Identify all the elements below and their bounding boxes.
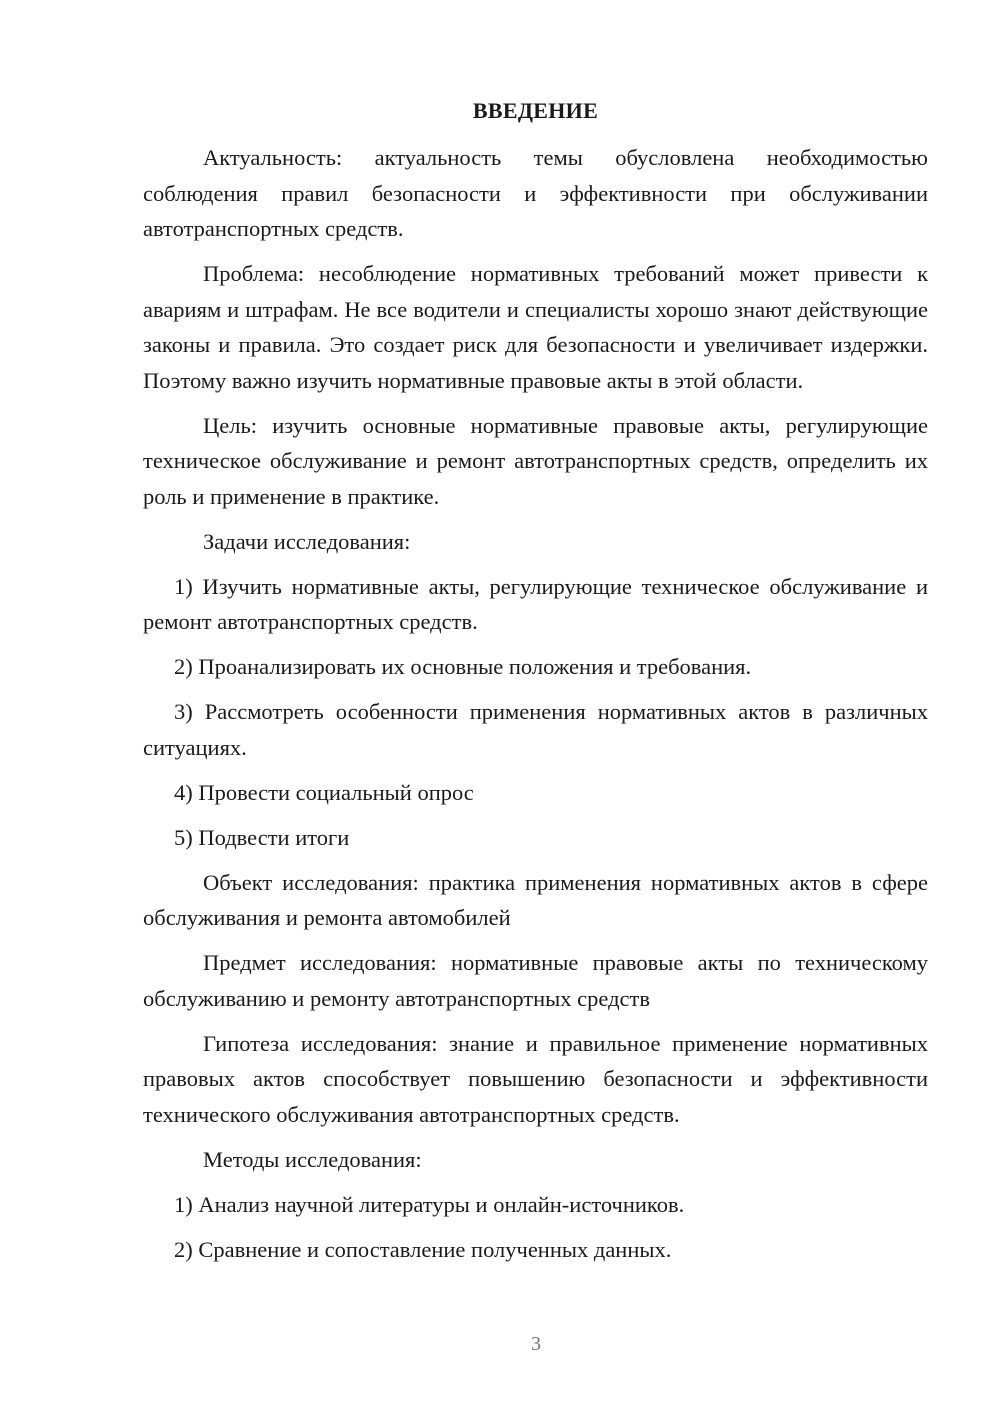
page-number: 3 xyxy=(531,1333,541,1355)
task-item: 5) Подвести итоги xyxy=(174,824,350,850)
methods-heading: Методы исследования: xyxy=(203,1146,422,1172)
object-paragraph: Объект исследования: практика применения нормативных актов в сфере обслуживания и ремонта автомобилей xyxy=(143,869,928,930)
task-item: 1) Изучить нормативные акты, регулирующие техническое обслуживание и ремонт автотранспортных средств. xyxy=(143,573,928,634)
method-item: 1) Анализ научной литературы и онлайн-источников. xyxy=(174,1191,685,1217)
task-item: 3) Рассмотреть особенности применения нормативных актов в различных ситуациях. xyxy=(143,699,928,760)
section-title: ВВЕДЕНИЕ xyxy=(472,98,599,123)
goal-paragraph: Цель: изучить основные нормативные правовые акты, регулирующие техническое обслуживание и ремонт автотранспортных средств, определить их роль и применение в практике. xyxy=(143,412,928,509)
document-page xyxy=(143,96,928,1277)
method-item: 2) Сравнение и сопоставление полученных данных. xyxy=(174,1236,672,1262)
problem-paragraph: Проблема: несоблюдение нормативных требований может привести к авариям и штрафам. Не все водители и специалисты хорошо знают действующие законы и правила. Это создает риск для безопасности и увеличивает издержки. Поэтому важно изучить нормативные правовые акты в этой области. xyxy=(143,261,928,393)
task-item: 2) Проанализировать их основные положения и требования. xyxy=(174,654,752,679)
hypothesis-paragraph: Гипотеза исследования: знание и правильное применение нормативных правовых актов способствует повышению безопасности и эффективности технического обслуживания автотранспортных средств. xyxy=(143,1030,928,1127)
tasks-heading: Задачи исследования: xyxy=(203,528,411,554)
task-item: 4) Провести социальный опрос xyxy=(174,779,474,805)
relevance-paragraph: Актуальность: актуальность темы обусловлена необходимостью соблюдения правил безопасности и эффективности при обслуживании автотранспортных средств. xyxy=(143,145,928,241)
subject-paragraph: Предмет исследования: нормативные правовые акты по техническому обслуживанию и ремонту автотранспортных средств xyxy=(143,950,928,1011)
